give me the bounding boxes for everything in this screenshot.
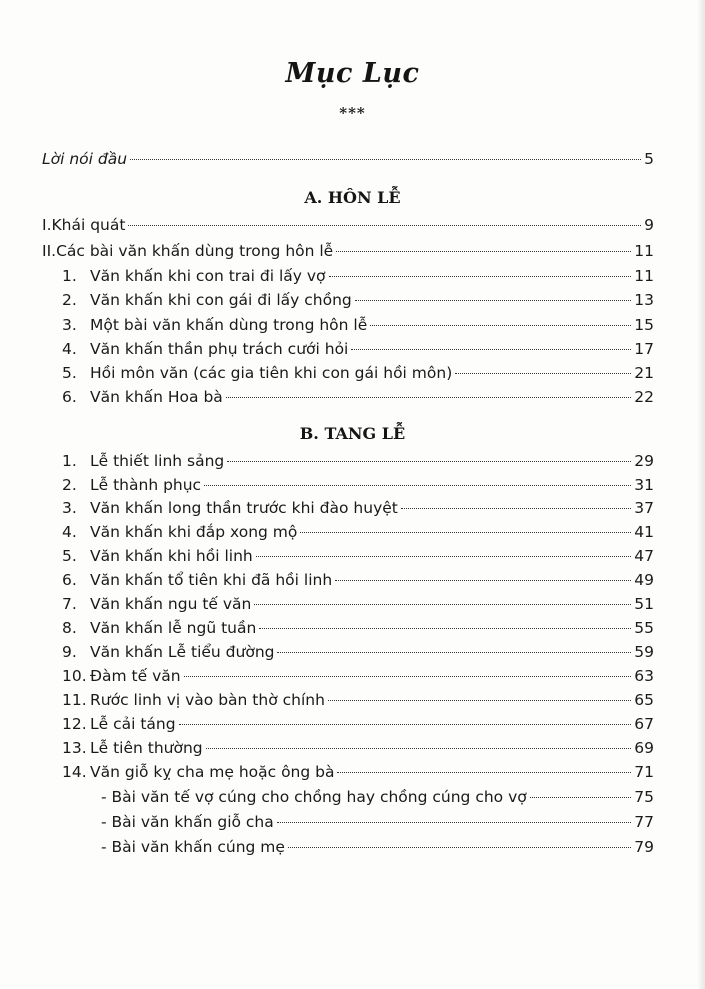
toc-leader-dots <box>336 251 631 252</box>
toc-page-number: 31 <box>634 476 654 494</box>
toc-entry-text: Văn khấn khi con gái đi lấy chồng <box>90 291 352 309</box>
toc-entry-text: Văn khấn thần phụ trách cưới hỏi <box>90 340 349 358</box>
toc-entry-text: Văn khấn long thần trước khi đào huyệt <box>90 499 398 517</box>
toc-entry[interactable] <box>62 497 654 519</box>
toc-leader-dots <box>130 159 641 160</box>
toc-entry[interactable] <box>62 689 654 711</box>
toc-entry-number: 12. <box>62 715 87 733</box>
toc-leader-dots <box>351 349 631 350</box>
toc-page-number: 11 <box>634 242 654 260</box>
toc-subentry[interactable] <box>101 786 654 808</box>
toc-page-number: 37 <box>634 499 654 517</box>
toc-page-number: 5 <box>644 150 654 168</box>
toc-page-number: 65 <box>634 691 654 709</box>
toc-entry[interactable] <box>62 474 654 496</box>
toc-entry-text: Lễ cải táng <box>90 715 176 733</box>
toc-entry-number: 6. <box>62 388 77 406</box>
toc-entry-number: 9. <box>62 643 77 661</box>
section-heading-tang-le: B. TANG LỄ <box>299 424 406 443</box>
toc-entry[interactable] <box>62 386 654 408</box>
toc-entry-number: 1. <box>62 267 77 285</box>
toc-entry-number: 11. <box>62 691 87 709</box>
toc-entry-text: - Bài văn tế vợ cúng cho chồng hay chồng cúng cho vợ <box>101 788 527 806</box>
toc-entry-text: Văn khấn khi hồi linh <box>90 547 253 565</box>
toc-entry-number: 7. <box>62 595 77 613</box>
toc-entry-number: 13. <box>62 739 87 757</box>
toc-entry-number: 2. <box>62 476 77 494</box>
toc-page-number: 29 <box>634 452 654 470</box>
toc-entry-text: Lời nói đầu <box>42 150 128 168</box>
toc-entry-text: Văn giỗ kỵ cha mẹ hoặc ông bà <box>90 763 335 781</box>
toc-leader-dots <box>254 604 631 605</box>
toc-leader-dots <box>335 580 631 581</box>
toc-entry[interactable] <box>62 569 654 591</box>
toc-entry-text: Lễ thiết linh sảng <box>90 452 225 470</box>
toc-leader-dots <box>179 724 632 725</box>
toc-entry-number: 1. <box>62 452 77 470</box>
title-ornament: *** <box>339 104 366 122</box>
toc-leader-dots <box>288 847 631 848</box>
toc-entry[interactable] <box>62 338 654 360</box>
toc-subentry[interactable] <box>101 811 654 833</box>
toc-entry[interactable] <box>62 593 654 615</box>
toc-leader-dots <box>259 628 631 629</box>
toc-leader-dots <box>256 556 632 557</box>
toc-page-number: 49 <box>634 571 654 589</box>
toc-entry[interactable] <box>62 737 654 759</box>
toc-entry-number: 2. <box>62 291 77 309</box>
toc-page-number: 79 <box>634 838 654 856</box>
toc-entry-number: 3. <box>62 316 77 334</box>
toc-page-number: 69 <box>634 739 654 757</box>
toc-entry-number: 3. <box>62 499 77 517</box>
toc-leader-dots <box>370 325 631 326</box>
toc-entry-text: - Bài văn khấn giỗ cha <box>101 813 274 831</box>
toc-entry-text: Rước linh vị vào bàn thờ chính <box>90 691 325 709</box>
page-edge-shadow <box>697 0 705 989</box>
toc-entry[interactable] <box>62 265 654 287</box>
toc-leader-dots <box>455 373 631 374</box>
toc-entry[interactable] <box>62 617 654 639</box>
toc-leader-dots <box>401 508 631 509</box>
toc-entry-text: II.Các bài văn khấn dùng trong hôn lễ <box>42 242 334 260</box>
toc-page-number: 63 <box>634 667 654 685</box>
toc-page-number: 17 <box>634 340 654 358</box>
toc-entry-number: 4. <box>62 523 77 541</box>
toc-entry[interactable] <box>62 314 654 336</box>
toc-leader-dots <box>530 797 632 798</box>
toc-page-number: 55 <box>634 619 654 637</box>
toc-leader-dots <box>204 485 631 486</box>
toc-entry-text: Văn khấn Hoa bà <box>90 388 223 406</box>
toc-page-number: 77 <box>634 813 654 831</box>
toc-entry-text: I.Khái quát <box>42 216 126 234</box>
toc-entry-text: Văn khấn tổ tiên khi đã hồi linh <box>90 571 333 589</box>
toc-entry-text: Lễ thành phục <box>90 476 202 494</box>
toc-entry[interactable] <box>62 761 654 783</box>
toc-subentry[interactable] <box>101 836 654 858</box>
toc-entry-text: Văn khấn lễ ngũ tuần <box>90 619 257 637</box>
toc-page-number: 9 <box>644 216 654 234</box>
toc-leader-dots <box>206 748 632 749</box>
toc-entry[interactable] <box>62 545 654 567</box>
toc-entry-number: 5. <box>62 364 77 382</box>
toc-entry-number: 6. <box>62 571 77 589</box>
page-title: Mục Lục <box>285 58 420 89</box>
toc-page-number: 67 <box>634 715 654 733</box>
toc-entry-number: 8. <box>62 619 77 637</box>
toc-entry[interactable] <box>62 289 654 311</box>
toc-entry[interactable] <box>62 450 654 472</box>
section-heading-hon-le: A. HÔN LỄ <box>304 188 401 207</box>
toc-entry-intro[interactable] <box>42 148 654 170</box>
toc-leader-dots <box>277 822 632 823</box>
toc-page-number: 22 <box>634 388 654 406</box>
toc-page-number: 21 <box>634 364 654 382</box>
toc-leader-dots <box>300 532 631 533</box>
toc-leader-dots <box>184 676 632 677</box>
toc-entry[interactable] <box>62 713 654 735</box>
toc-page-number: 71 <box>634 763 654 781</box>
toc-leader-dots <box>277 652 631 653</box>
toc-page-number: 51 <box>634 595 654 613</box>
toc-entry-text: - Bài văn khấn cúng mẹ <box>101 838 285 856</box>
toc-page-number: 41 <box>634 523 654 541</box>
toc-page-number: 59 <box>634 643 654 661</box>
toc-page-number: 15 <box>634 316 654 334</box>
toc-entry-number: 10. <box>62 667 87 685</box>
toc-entry[interactable] <box>62 521 654 543</box>
toc-entry-text: Lễ tiên thường <box>90 739 203 757</box>
toc-page-number: 11 <box>634 267 654 285</box>
toc-page-number: 47 <box>634 547 654 565</box>
toc-entry-number: 14. <box>62 763 87 781</box>
toc-leader-dots <box>227 461 631 462</box>
toc-entry[interactable] <box>62 665 654 687</box>
toc-leader-dots <box>328 700 631 701</box>
toc-entry[interactable] <box>62 362 654 384</box>
toc-entry-text: Văn khấn khi đắp xong mộ <box>90 523 298 541</box>
toc-leader-dots <box>226 397 631 398</box>
toc-entry-text: Đàm tế văn <box>90 667 181 685</box>
toc-entry-number: 5. <box>62 547 77 565</box>
toc-entry-text: Văn khấn Lễ tiểu đường <box>90 643 275 661</box>
toc-entry-text: Văn khấn ngu tế văn <box>90 595 252 613</box>
toc-leader-dots <box>329 276 632 277</box>
toc-entry[interactable] <box>42 214 654 236</box>
toc-entry-number: 4. <box>62 340 77 358</box>
toc-page-number: 13 <box>634 291 654 309</box>
toc-page-number: 75 <box>634 788 654 806</box>
toc-entry-text: Hồi môn văn (các gia tiên khi con gái hồi môn) <box>90 364 453 382</box>
toc-leader-dots <box>355 300 632 301</box>
toc-entry-text: Một bài văn khấn dùng trong hôn lễ <box>90 316 368 334</box>
toc-entry[interactable] <box>42 240 654 262</box>
toc-leader-dots <box>337 772 631 773</box>
toc-leader-dots <box>128 225 641 226</box>
toc-entry-text: Văn khấn khi con trai đi lấy vợ <box>90 267 326 285</box>
toc-entry[interactable] <box>62 641 654 663</box>
